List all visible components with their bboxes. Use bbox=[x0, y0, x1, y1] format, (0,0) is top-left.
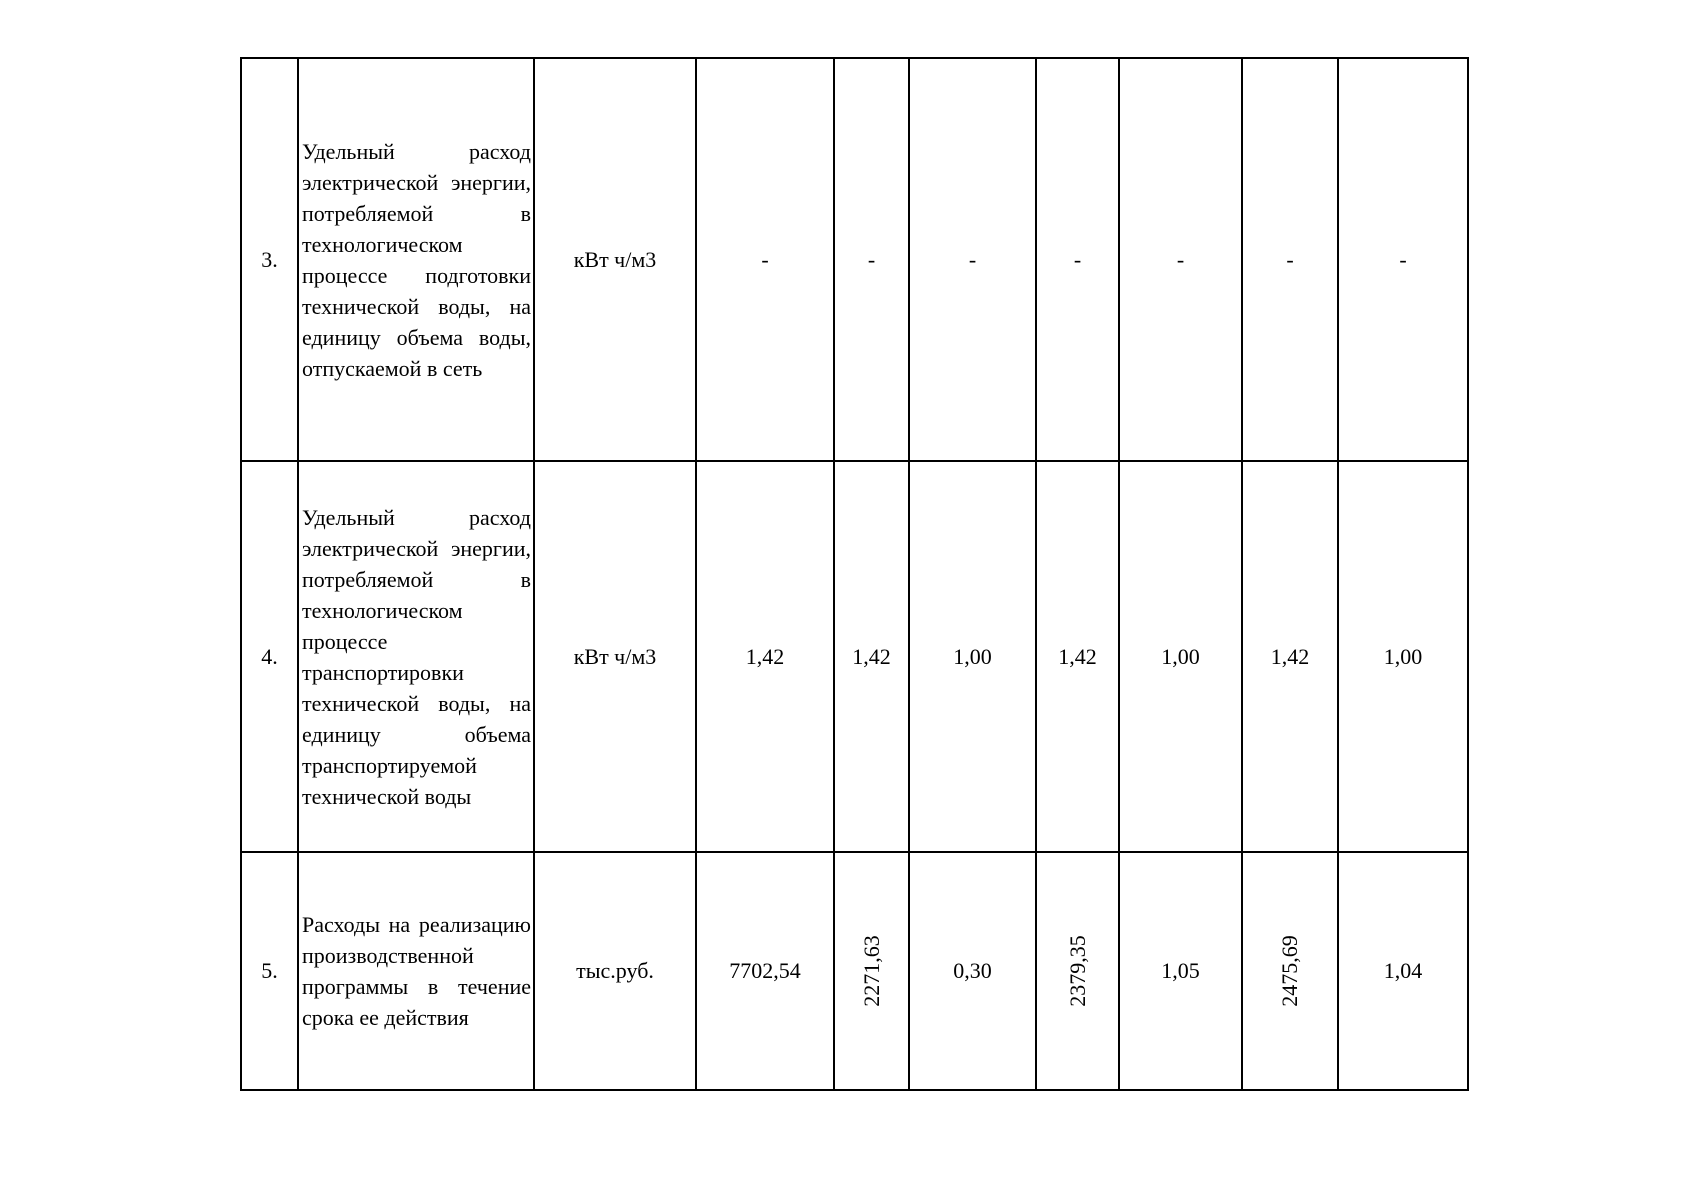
row-number: 4. bbox=[241, 461, 298, 852]
value-cell: 1,42 bbox=[834, 461, 909, 852]
unit-cell: кВт ч/м3 bbox=[534, 461, 696, 852]
value-cell: - bbox=[909, 58, 1036, 461]
rotated-value: 2271,63 bbox=[858, 935, 884, 1007]
value-cell: 0,30 bbox=[909, 852, 1036, 1090]
value-cell: 7702,54 bbox=[696, 852, 834, 1090]
rotated-value: 2379,35 bbox=[1064, 935, 1090, 1007]
value-cell: - bbox=[834, 58, 909, 461]
value-cell: - bbox=[1242, 58, 1338, 461]
value-cell: 1,42 bbox=[1242, 461, 1338, 852]
indicator-name: Расходы на реализацию производственной программы в течение срока ее действия bbox=[298, 852, 534, 1090]
unit-cell: кВт ч/м3 bbox=[534, 58, 696, 461]
table-row bbox=[241, 58, 1468, 461]
value-cell: - bbox=[1036, 58, 1119, 461]
table-row bbox=[241, 852, 1468, 1090]
value-cell: 1,00 bbox=[1119, 461, 1242, 852]
unit-cell: тыс.руб. bbox=[534, 852, 696, 1090]
row-number: 3. bbox=[241, 58, 298, 461]
value-cell: 1,42 bbox=[1036, 461, 1119, 852]
value-cell bbox=[1242, 852, 1338, 1090]
indicators-table bbox=[240, 57, 1469, 1091]
value-cell: 1,00 bbox=[909, 461, 1036, 852]
value-cell: - bbox=[696, 58, 834, 461]
value-cell: 1,04 bbox=[1338, 852, 1468, 1090]
rotated-value: 2475,69 bbox=[1277, 935, 1302, 1007]
value-cell: 1,00 bbox=[1338, 461, 1468, 852]
value-cell bbox=[1036, 852, 1119, 1090]
value-cell: - bbox=[1338, 58, 1468, 461]
row-number: 5. bbox=[241, 852, 298, 1090]
value-cell: - bbox=[1119, 58, 1242, 461]
table-row bbox=[241, 461, 1468, 852]
indicator-name: Удельный расход электрической энергии, потребляемой в технологическом процессе подготовки технической воды, на единицу объема воды, отпускаемой в сеть bbox=[298, 58, 534, 461]
value-cell: 1,05 bbox=[1119, 852, 1242, 1090]
value-cell: 1,42 bbox=[696, 461, 834, 852]
indicator-name: Удельный расход электрической энергии, потребляемой в технологическом процессе транспортировки технической воды, на единицу объема транспортируемой технической воды bbox=[298, 461, 534, 852]
value-cell bbox=[834, 852, 909, 1090]
